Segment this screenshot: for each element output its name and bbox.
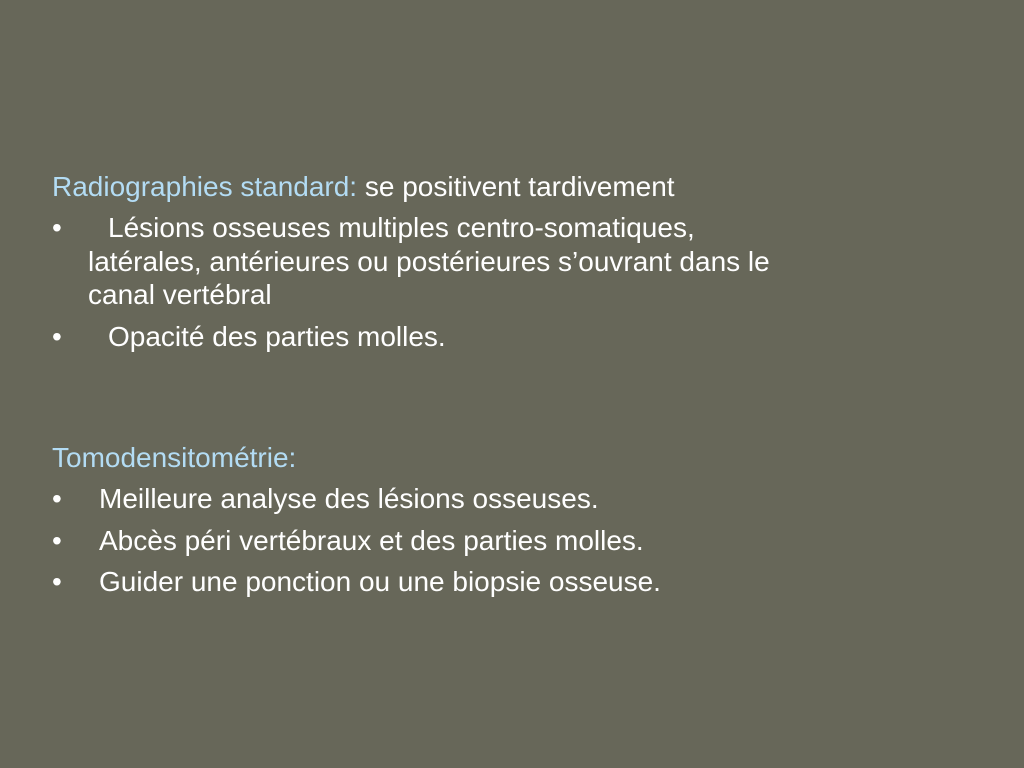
section2-item-2: Abcès péri vertébraux et des parties molles.	[99, 525, 644, 556]
section2-heading: Tomodensitométrie:	[52, 442, 297, 473]
section1-heading: Radiographies standard:	[52, 171, 358, 202]
bullet-icon: •	[52, 483, 62, 514]
bullet-icon: •	[52, 321, 62, 352]
bullet-icon: •	[52, 212, 62, 243]
section1-item-1-line-2: latérales, antérieures ou postérieures s’ouvrant dans le	[88, 246, 770, 277]
section2-item-3: Guider une ponction ou une biopsie osseuse.	[99, 566, 661, 597]
bullet-icon: •	[52, 525, 62, 556]
section1-item-2-line-1: Opacité des parties molles.	[108, 321, 446, 352]
section1-heading-suffix: se positivent tardivement	[357, 171, 675, 202]
section2-item-1: Meilleure analyse des lésions osseuses.	[99, 483, 599, 514]
section1-heading-line	[52, 170, 675, 204]
bullet-icon: •	[52, 566, 62, 597]
section1-item-1-line-3: canal vertébral	[88, 279, 272, 310]
section1-item-1-line-1: Lésions osseuses multiples centro-somatiques,	[108, 212, 695, 243]
